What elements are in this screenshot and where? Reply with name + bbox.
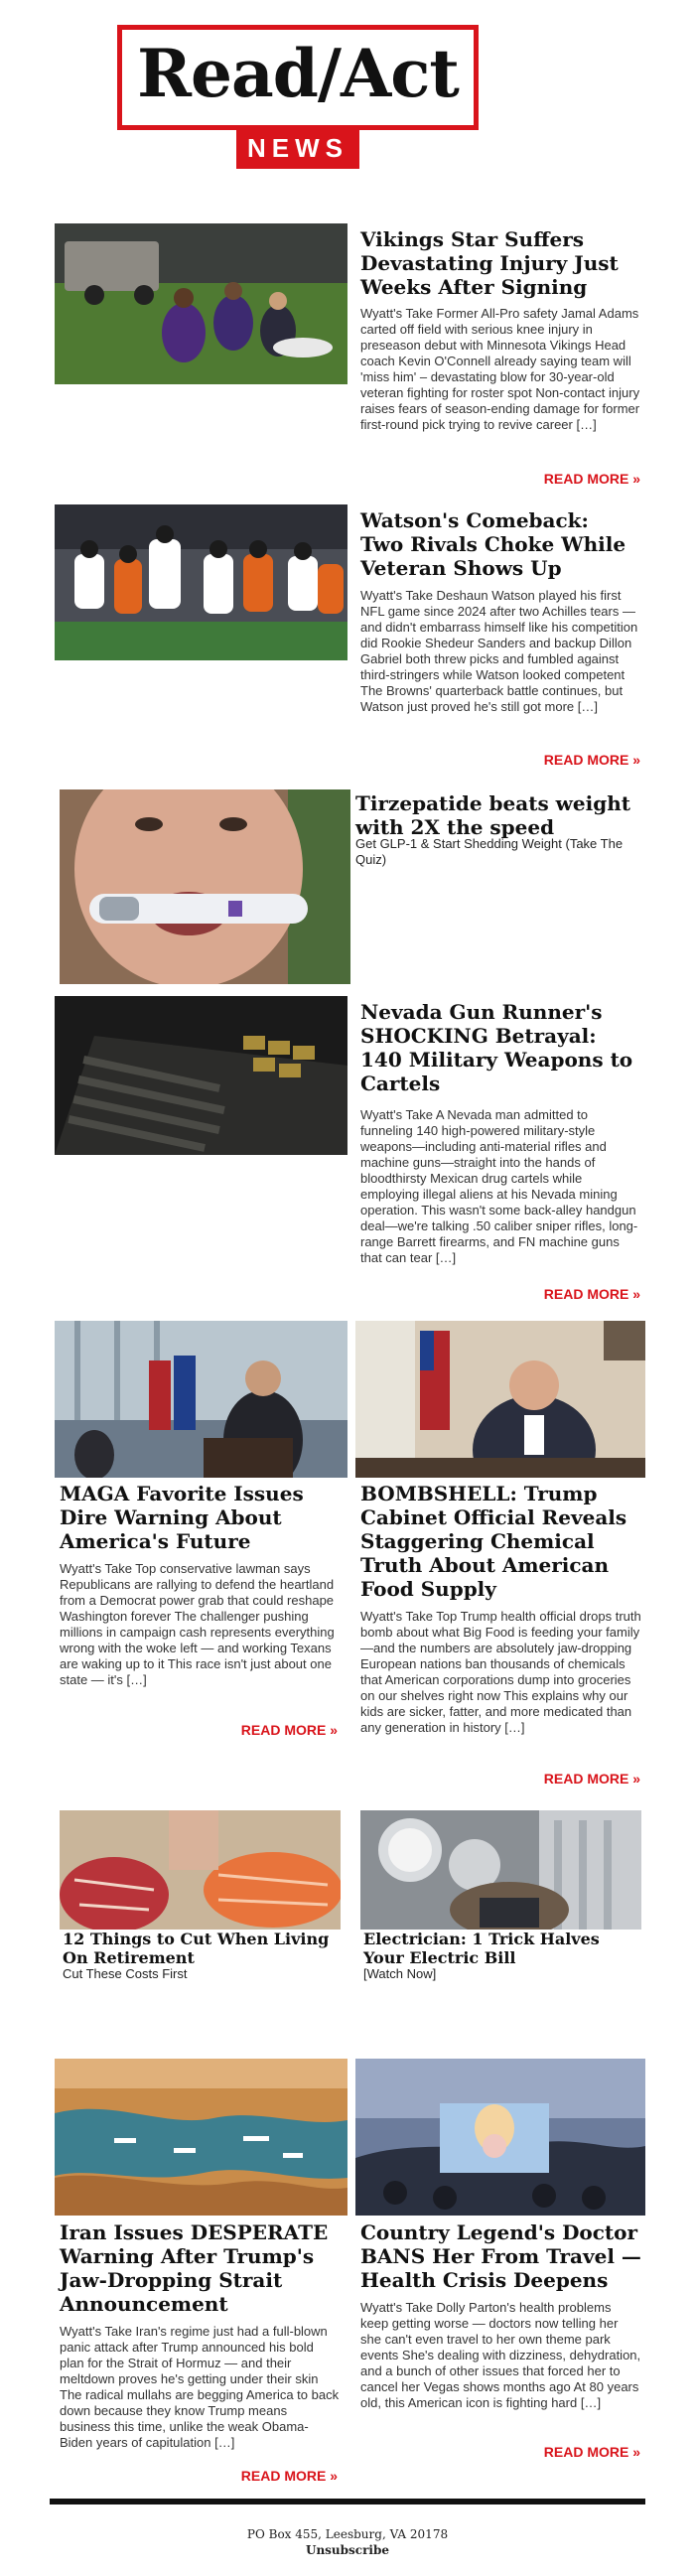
brand-logo[interactable] (117, 25, 479, 163)
ad-title[interactable]: 12 Things to Cut When Living On Retirement (63, 1930, 330, 1967)
article-image-strait[interactable] (55, 2059, 348, 2216)
article-image-weapons[interactable] (55, 996, 348, 1155)
article-body: Wyatt's Take Dolly Parton's health problems keep getting worse — doctors now telling her she can't even travel to her own theme park events She's dealing with dizziness, dehydration, and a bunch of other issues that forced her to cancel her Vegas shows months ago At 80 years old, this American icon is fighting hard […] (360, 2300, 641, 2410)
read-more-link[interactable]: READ MORE » (543, 2444, 640, 2460)
article-title[interactable]: Iran Issues DESPERATE Warning After Trump's Jaw-Dropping Strait Announcement (60, 2220, 329, 2316)
article-body: Wyatt's Take Deshaun Watson played his first NFL game since 2024 after two Achilles tears — and didn't embarrass himself like his competition did Rookie Shedeur Sanders and backup Dillon Gabriel both threw picks and fumbled against third-stringers while Watson looked competent The Browns' quarterback battle continues, but Watson just proved he's still got more […] (360, 588, 638, 714)
article-image-watson[interactable] (55, 504, 348, 660)
article-body: Wyatt's Take A Nevada man admitted to funneling 140 high-powered military-style weapons—including anti-material rifles and machine guns—straight into the hands of bloodthirsty Mexican drug cartels while employing illegal aliens at his Nevada mining operation. This wasn't some back-alley handgun deal—we're talking .50 caliber sniper rifles, long-range Barrett firearms, and FN machine guns that can tear […] (360, 1107, 638, 1265)
ad-image-tirzepatide[interactable] (60, 789, 350, 984)
article-title[interactable]: MAGA Favorite Issues Dire Warning About America's Future (60, 1482, 304, 1553)
read-more-link[interactable]: READ MORE » (543, 752, 640, 768)
article-title[interactable]: Country Legend's Doctor BANS Her From Travel — Health Crisis Deepens (360, 2220, 641, 2292)
read-more-link[interactable]: READ MORE » (240, 1722, 338, 1738)
article-image-concert[interactable] (355, 2059, 645, 2216)
ad-subtitle[interactable]: [Watch Now] (363, 1966, 437, 1981)
read-more-link[interactable]: READ MORE » (240, 2468, 338, 2484)
ad-title[interactable]: Electrician: 1 Trick Halves Your Electric Bill (363, 1930, 600, 1967)
article-title[interactable]: Watson's Comeback: Two Rivals Choke While Veteran Shows Up (360, 508, 626, 580)
article-body: Wyatt's Take Former All-Pro safety Jamal Adams carted off field with serious knee injury in preseason debut with Minnesota Vikings Head coach Kevin O'Connell already saying team will 'miss him' – devastating blow for 30-year-old veteran fighting for roster spot Non-contact injury raises fears of season-ending damage for former first-round pick trying to revive career […] (360, 306, 640, 432)
ad-image-retirement[interactable] (60, 1810, 341, 1930)
footer-address: PO Box 455, Leesburg, VA 20178 (246, 2527, 449, 2541)
article-image-cabinet[interactable] (355, 1321, 645, 1478)
logo-wordmark: Read/Act (137, 35, 459, 112)
article-body: Wyatt's Take Iran's regime just had a full-blown panic attack after Trump announced his bold plan for the Strait of Hormuz — and their meltdown proves he's getting under their skin The radical mullahs are begging America to back down because they know Trump means business this time, unlike the weak Obama-Biden years of capitulation […] (60, 2324, 340, 2450)
article-body: Wyatt's Take Top conservative lawman says Republicans are rallying to defend the heartland from a Democrat power grab that could reshape Washington forever The challenger pushing millions in campaign cash represents everything wrong with the woke left — and working Texans are waking up to it This race isn't just about one state — it's […] (60, 1561, 335, 1687)
article-title[interactable]: BOMBSHELL: Trump Cabinet Official Reveals Staggering Chemical Truth About American Food Supply (360, 1482, 627, 1601)
article-title[interactable]: Nevada Gun Runner's SHOCKING Betrayal: 140 Military Weapons to Cartels (360, 1000, 633, 1095)
footer-divider (50, 2499, 645, 2504)
ad-title[interactable]: Tirzepatide beats weight with 2X the speed (355, 791, 630, 839)
unsubscribe-link[interactable]: Unsubscribe (305, 2543, 390, 2557)
logo-news-badge: NEWS (236, 127, 359, 169)
article-image-vikings[interactable] (55, 223, 348, 384)
ad-subtitle[interactable]: Get GLP-1 & Start Shedding Weight (Take The Quiz) (355, 836, 624, 867)
article-body: Wyatt's Take Top Trump health official drops truth bomb about what Big Food is feeding your family—and the numbers are absolutely jaw-dropping European nations ban thousands of chemicals that American corporations dump into groceries on our shelves right now This explains why our kids are sicker, fatter, and more medicated than any generation in history […] (360, 1609, 641, 1735)
ad-subtitle[interactable]: Cut These Costs First (63, 1966, 188, 1981)
article-image-maga[interactable] (55, 1321, 348, 1478)
read-more-link[interactable]: READ MORE » (543, 1286, 640, 1302)
article-title[interactable]: Vikings Star Suffers Devastating Injury Just Weeks After Signing (360, 227, 619, 299)
ad-image-electrician[interactable] (360, 1810, 641, 1930)
read-more-link[interactable]: READ MORE » (543, 471, 640, 487)
read-more-link[interactable]: READ MORE » (543, 1771, 640, 1787)
